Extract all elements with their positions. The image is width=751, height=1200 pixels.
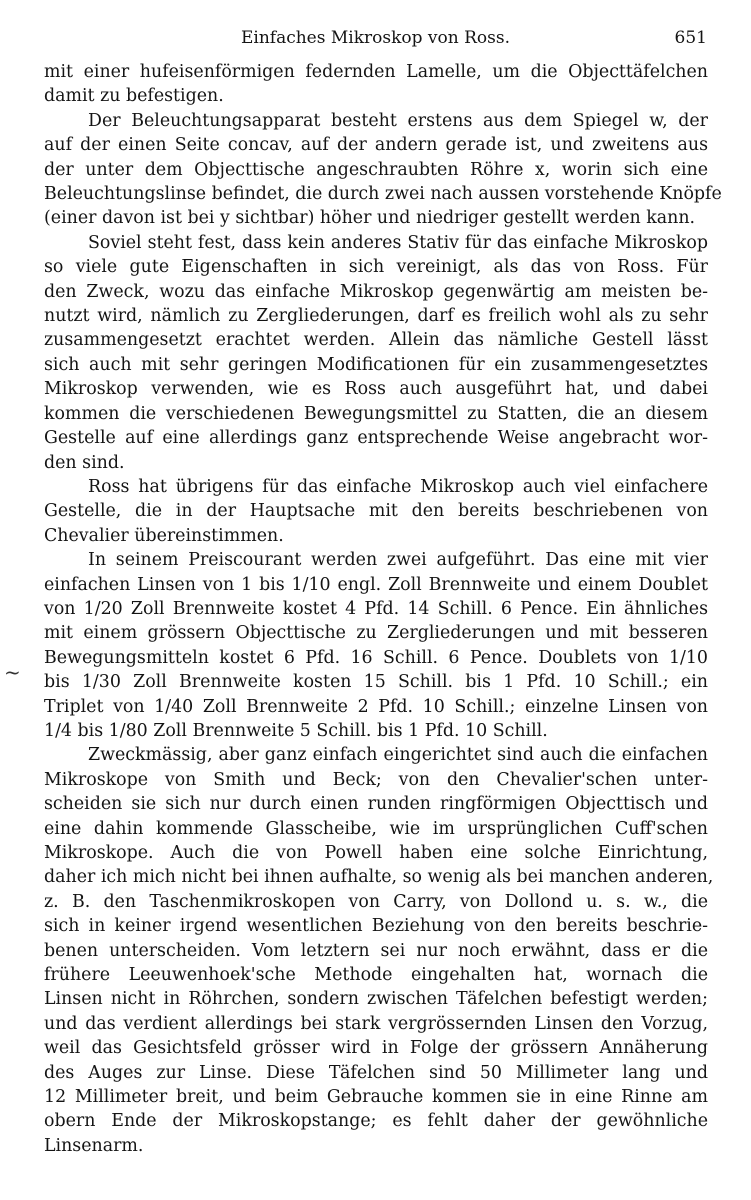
running-head	[44, 26, 707, 50]
paragraph	[44, 60, 708, 109]
text-line: obern Ende der Mikroskopstange; es fehlt daher der gewöhnliche	[44, 1111, 708, 1132]
text-line: In seinem Preiscourant werden zwei aufgeführt. Das eine mit vier	[88, 550, 708, 571]
body-text	[44, 60, 722, 1158]
text-line: Soviel steht fest, dass kein anderes Stativ für das einfache Mikroskop	[88, 232, 708, 253]
text-line: kommen die verschiedenen Bewegungsmittel zu Statten, die an diesem	[44, 403, 708, 424]
text-line: (einer davon ist bei y sichtbar) höher und niedriger gestellt werden kann.	[44, 208, 696, 229]
text-line: der unter dem Objecttische angeschraubten Röhre x, worin sich eine	[44, 159, 708, 180]
text-line: Mikroskope von Smith und Beck; von den Chevalier'schen unter-	[44, 769, 708, 790]
text-line: 1/4 bis 1/80 Zoll Brennweite 5 Schill. bis 1 Pfd. 10 Schill.	[44, 720, 548, 741]
paragraph	[44, 231, 708, 475]
page-number: 651	[674, 28, 707, 48]
paragraph	[44, 548, 708, 743]
text-line: des Auges zur Linse. Diese Täfelchen sind 50 Millimeter lang und	[44, 1062, 708, 1083]
text-line: sich in keiner irgend wesentlichen Beziehung von den bereits beschrie-	[44, 916, 708, 937]
text-line: Beleuchtungslinse befindet, die durch zwei nach aussen vorstehende Knöpfe	[44, 184, 722, 205]
text-line: Gestelle auf eine allerdings ganz entsprechende Weise angebracht wor-	[44, 428, 708, 449]
text-line: frühere Leeuwenhoek'sche Methode eingehalten hat, wornach die	[44, 965, 708, 986]
text-line: z. B. den Taschenmikroskopen von Carry, von Dollond u. s. w., die	[44, 891, 708, 912]
text-line: Linsenarm.	[44, 1135, 144, 1156]
text-line: bis 1/30 Zoll Brennweite kosten 15 Schill. bis 1 Pfd. 10 Schill.; ein	[44, 672, 708, 693]
text-line: nutzt wird, nämlich zu Zergliederungen, darf es freilich wohl als zu sehr	[44, 306, 708, 327]
text-line: Bewegungsmitteln kostet 6 Pfd. 16 Schill. 6 Pence. Doublets von 1/10	[44, 647, 708, 668]
text-line: von 1/20 Zoll Brennweite kostet 4 Pfd. 14 Schill. 6 Pence. Ein ähnliches	[44, 598, 708, 619]
text-line: mit einem grössern Objecttische zu Zergliederungen und mit besseren	[44, 623, 708, 644]
text-line: Ross hat übrigens für das einfache Mikroskop auch viel einfachere	[88, 476, 708, 497]
text-line: den Zweck, wozu das einfache Mikroskop gegenwärtig am meisten be-	[44, 281, 708, 302]
text-line: Triplet von 1/40 Zoll Brennweite 2 Pfd. 10 Schill.; einzelne Linsen von	[44, 696, 708, 717]
text-line: Linsen nicht in Röhrchen, sondern zwischen Täfelchen befestigt werden;	[44, 989, 708, 1010]
text-line: Zweckmässig, aber ganz einfach eingerichtet sind auch die einfachen	[88, 745, 708, 766]
text-line: 12 Millimeter breit, und beim Gebrauche kommen sie in eine Rinne am	[44, 1087, 708, 1108]
text-line: mit einer hufeisenförmigen federnden Lamelle, um die Objecttäfelchen	[44, 62, 708, 82]
running-title: Einfaches Mikroskop von Ross.	[240, 28, 510, 48]
text-line: auf der einen Seite concav, auf der andern gerade ist, und zweitens aus	[44, 135, 708, 156]
text-line: Mikroskop verwenden, wie es Ross auch ausgeführt hat, und dabei	[44, 379, 708, 400]
margin-annotation-mark: ~	[4, 660, 21, 684]
text-line: so viele gute Eigenschaften in sich vereinigt, als das von Ross. Für	[44, 257, 708, 278]
paragraph	[44, 743, 714, 1158]
text-line: Mikroskope. Auch die von Powell haben eine solche Einrichtung,	[44, 843, 708, 863]
text-line: einfachen Linsen von 1 bis 1/10 engl. Zoll Brennweite und einem Doublet	[44, 574, 708, 595]
text-line: Chevalier übereinstimmen.	[44, 525, 284, 546]
text-line: Gestelle, die in der Hauptsache mit den bereits beschriebenen von	[44, 501, 708, 522]
text-line: benen unterscheiden. Vom letztern sei nur noch erwähnt, dass er die	[44, 940, 708, 961]
paragraph	[44, 109, 722, 231]
text-line: zusammengesetzt erachtet werden. Allein das nämliche Gestell lässt	[44, 330, 708, 351]
text-line: weil das Gesichtsfeld grösser wird in Folge der grössern Annäherung	[44, 1038, 708, 1059]
text-line: und das verdient allerdings bei stark vergrössernden Linsen den Vorzug,	[44, 1013, 708, 1034]
text-line: sich auch mit sehr geringen Modificationen für ein zusammengesetztes	[44, 354, 708, 375]
text-line: den sind.	[44, 452, 125, 473]
text-line: daher ich mich nicht bei ihnen aufhalte, so wenig als bei manchen anderen,	[44, 867, 714, 888]
text-line: eine dahin kommende Glasscheibe, wie im ursprünglichen Cuff'schen	[44, 818, 708, 839]
text-line: scheiden sie sich nur durch einen runden ringförmigen Objecttisch und	[44, 794, 708, 815]
paragraph	[44, 475, 708, 548]
text-line: damit zu befestigen.	[44, 86, 224, 107]
text-line: Der Beleuchtungsapparat besteht erstens aus dem Spiegel w, der	[88, 110, 708, 131]
